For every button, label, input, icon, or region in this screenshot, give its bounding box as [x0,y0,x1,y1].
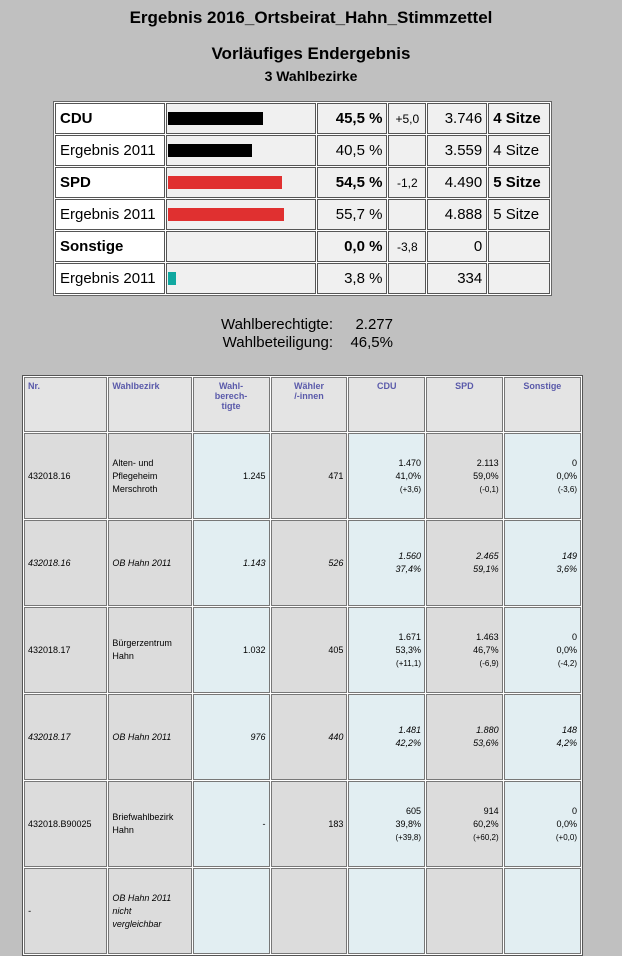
share-bar-cell [166,199,317,230]
district-row [24,607,581,693]
vote-percentage: 45,5 % [317,103,387,134]
other-result: 148 4,2% [504,694,581,780]
vote-percentage: 3,8 % [317,263,387,294]
other-result: 0 0,0% (-3,6) [504,433,581,519]
district-row [24,433,581,519]
voters: 526 [271,520,348,606]
result-row [55,199,550,230]
page-title: Ergebnis 2016_Ortsbeirat_Hahn_Stimmzettel [129,8,493,27]
district-number: 432018.17 [24,694,107,780]
voters: 471 [271,433,348,519]
seat-count: 4 Sitze [488,135,550,166]
eligible-value: 2.277 [355,316,393,333]
other-result: 149 3,6% [504,520,581,606]
district-name: Briefwahlbezirk Hahn [108,781,191,867]
result-status: Vorläufiges Endergebnis [211,44,411,63]
party-name: Ergebnis 2011 [55,199,165,230]
percentage-change [388,263,426,294]
seat-count: 5 Sitze [488,199,550,230]
spd-result: 1.463 46,7% (-6,9) [426,607,503,693]
district-row [24,694,581,780]
header-wahlberechtigte: Wahl- berech- tigte [193,377,270,432]
participation-value: 46,5% [350,334,393,351]
turnout-summary [200,316,430,352]
header-waehler: Wähler /-innen [271,377,348,432]
result-row [55,263,550,294]
share-bar-cell [166,263,317,294]
vote-count: 3.746 [427,103,487,134]
vote-count: 0 [427,231,487,262]
spd-result: 1.880 53,6% [426,694,503,780]
eligible-voters [193,868,270,954]
cdu-result: 1.481 42,2% [348,694,425,780]
seat-count [488,263,550,294]
header-wahlbezirk: Wahlbezirk [108,377,191,432]
vote-count: 334 [427,263,487,294]
share-bar-cell [166,103,317,134]
spd-result [426,868,503,954]
share-bar [168,144,252,157]
party-name: Ergebnis 2011 [55,263,165,294]
participation-label: Wahlbeteiligung: [222,334,333,351]
district-name: Alten- und Pflegeheim Merschroth [108,433,191,519]
district-number: 432018.16 [24,520,107,606]
eligible-voters: 1.032 [193,607,270,693]
district-row [24,781,581,867]
other-result [504,868,581,954]
share-bar [168,272,176,285]
share-bar [168,176,282,189]
vote-count: 3.559 [427,135,487,166]
seat-count: 4 Sitze [488,103,550,134]
cdu-result [348,868,425,954]
cdu-result: 1.560 37,4% [348,520,425,606]
district-name: OB Hahn 2011 [108,694,191,780]
percentage-change [388,135,426,166]
district-name: Bürgerzentrum Hahn [108,607,191,693]
eligible-label: Wahlberechtigte: [220,316,333,333]
other-result: 0 0,0% (-4,2) [504,607,581,693]
district-number: - [24,868,107,954]
district-row [24,868,581,954]
vote-percentage: 0,0 % [317,231,387,262]
vote-percentage: 40,5 % [317,135,387,166]
share-bar-cell [166,167,317,198]
result-row [55,103,550,134]
spd-result: 2.465 59,1% [426,520,503,606]
cdu-result: 1.671 53,3% (+11,1) [348,607,425,693]
district-number: 432018.17 [24,607,107,693]
header-sonstige: Sonstige [504,377,581,432]
eligible-voters: 976 [193,694,270,780]
district-number: 432018.B90025 [24,781,107,867]
share-bar [168,112,263,125]
seat-count: 5 Sitze [488,167,550,198]
vote-percentage: 55,7 % [317,199,387,230]
header-cdu: CDU [348,377,425,432]
other-result: 0 0,0% (+0,0) [504,781,581,867]
header-nr: Nr. [24,377,107,432]
percentage-change: -3,8 [388,231,426,262]
results-table [53,101,552,296]
party-name: Sonstige [55,231,165,262]
cdu-result: 1.470 41,0% (+3,6) [348,433,425,519]
percentage-change: -1,2 [388,167,426,198]
seat-count [488,231,550,262]
party-name: Ergebnis 2011 [55,135,165,166]
district-name: OB Hahn 2011 nicht vergleichbar [108,868,191,954]
share-bar-cell [166,231,317,262]
district-name: OB Hahn 2011 [108,520,191,606]
eligible-voters: - [193,781,270,867]
district-count: 3 Wahlbezirke [264,68,358,84]
result-row [55,231,550,262]
voters: 440 [271,694,348,780]
party-name: SPD [55,167,165,198]
result-row [55,135,550,166]
voters: 183 [271,781,348,867]
voters: 405 [271,607,348,693]
district-table [22,375,583,956]
eligible-voters: 1.143 [193,520,270,606]
eligible-voters: 1.245 [193,433,270,519]
district-number: 432018.16 [24,433,107,519]
cdu-result: 605 39,8% (+39,8) [348,781,425,867]
result-row [55,167,550,198]
party-name: CDU [55,103,165,134]
district-row [24,520,581,606]
percentage-change [388,199,426,230]
spd-result: 914 60,2% (+60,2) [426,781,503,867]
vote-count: 4.490 [427,167,487,198]
voters [271,868,348,954]
vote-count: 4.888 [427,199,487,230]
header-spd: SPD [426,377,503,432]
percentage-change: +5,0 [388,103,426,134]
share-bar [168,208,284,221]
spd-result: 2.113 59,0% (-0,1) [426,433,503,519]
share-bar-cell [166,135,317,166]
vote-percentage: 54,5 % [317,167,387,198]
